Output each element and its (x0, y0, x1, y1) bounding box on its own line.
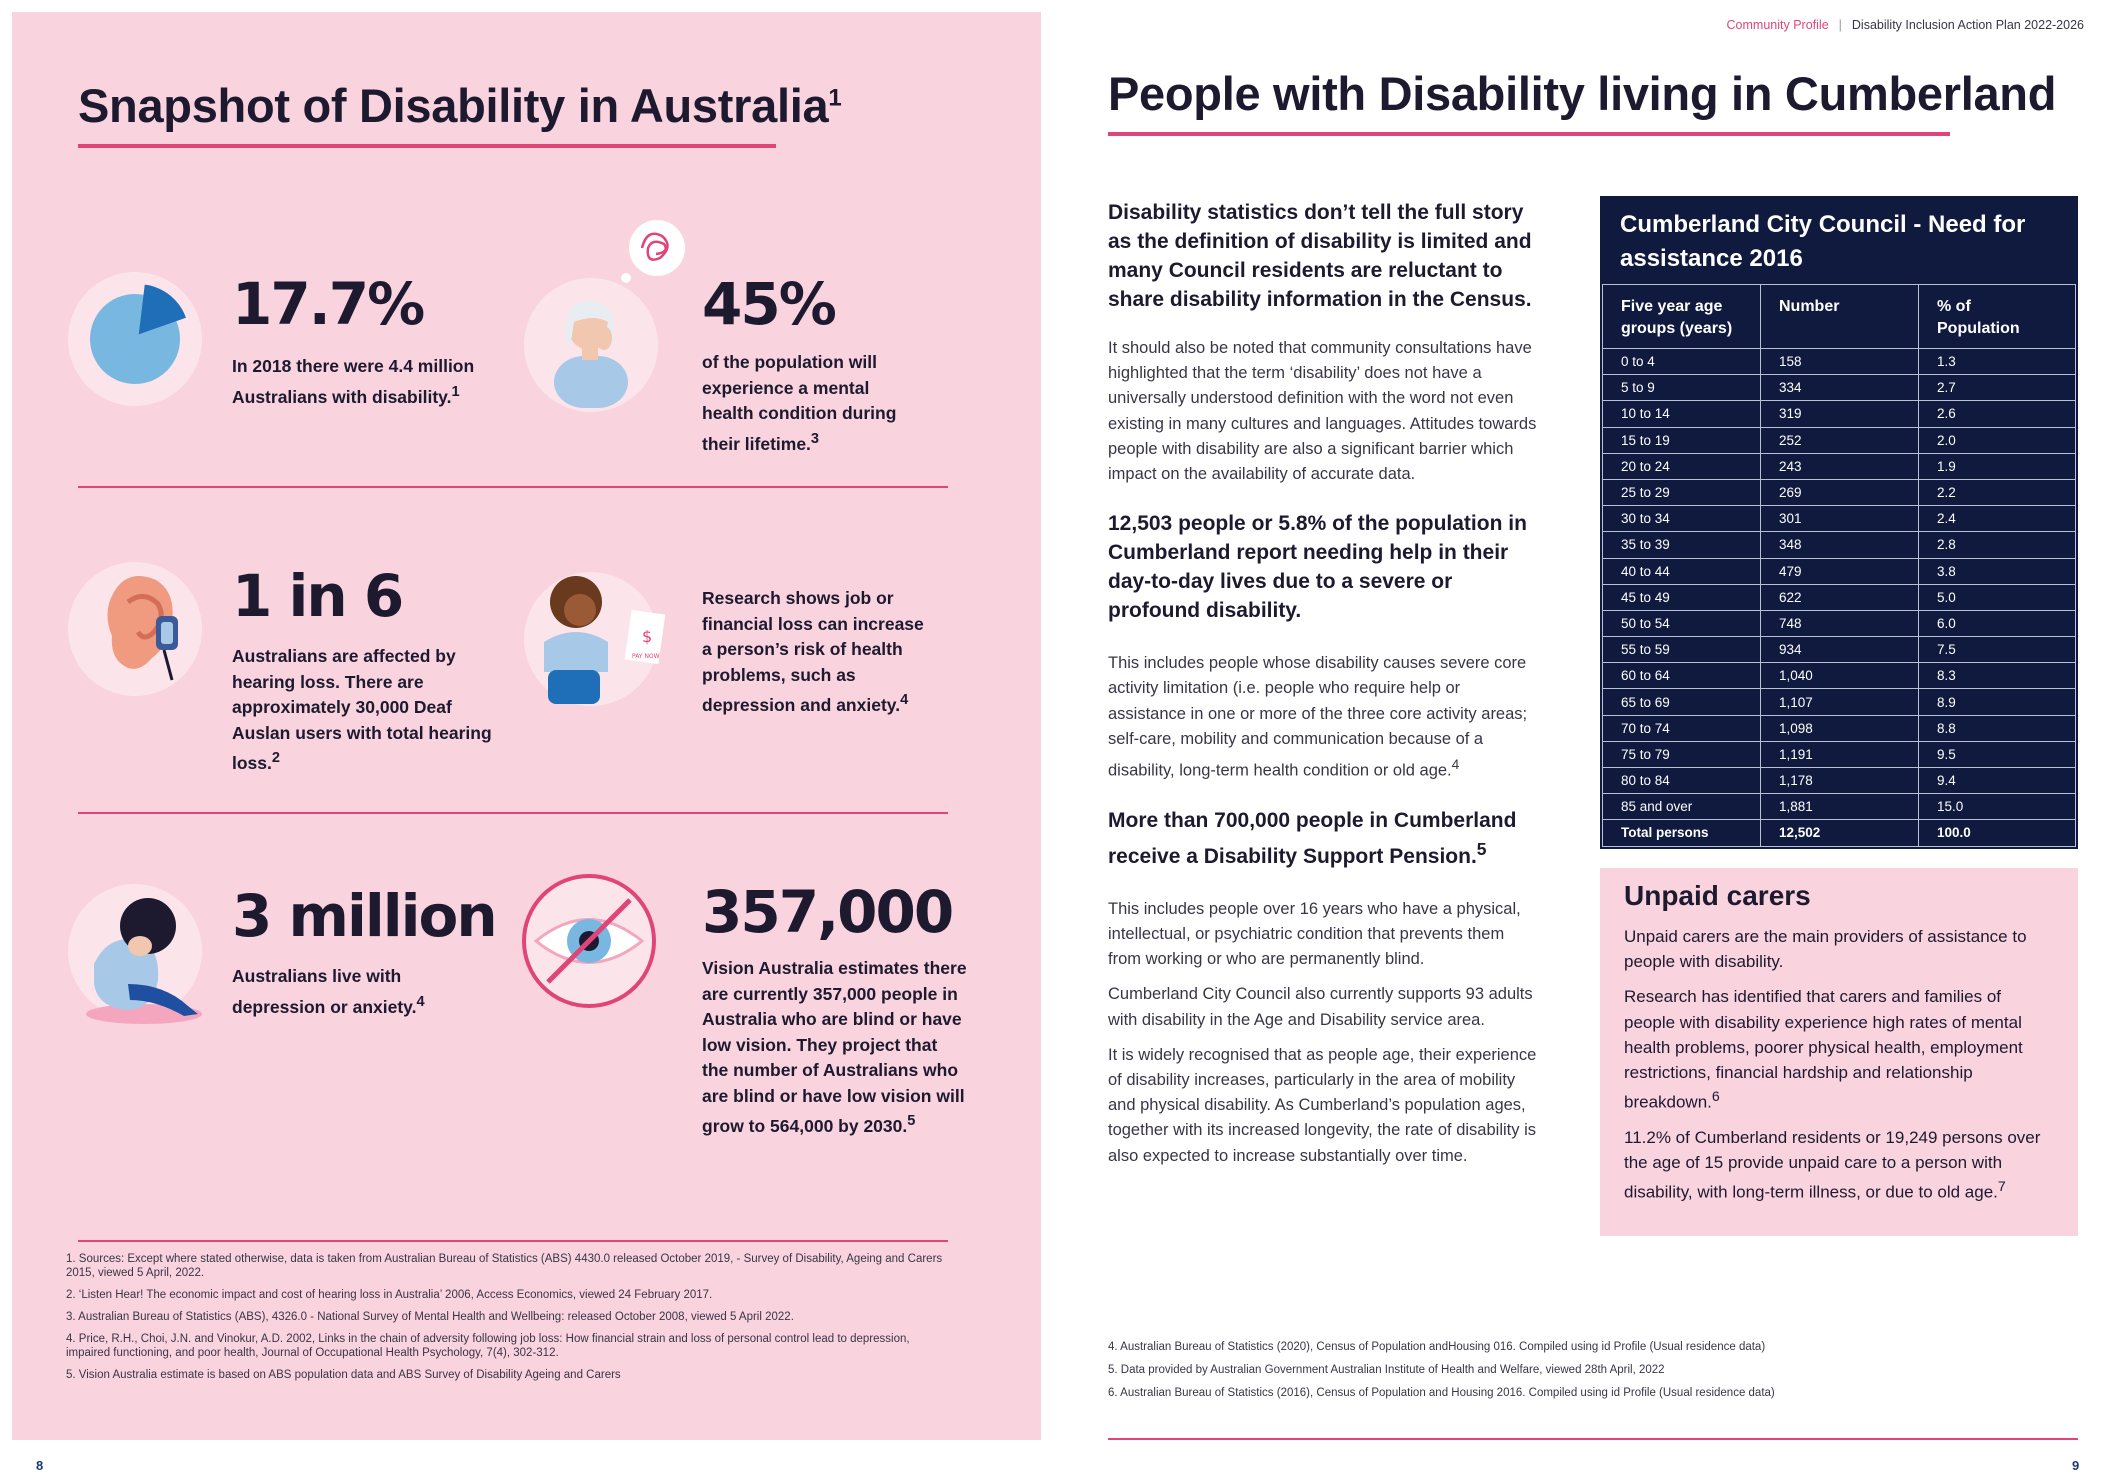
bottom-rule (1108, 1438, 2078, 1440)
left-footnotes (66, 1252, 946, 1390)
table-cell: 5.0 (1919, 584, 2076, 610)
section-divider (78, 812, 948, 814)
table-header: Five year age groups (years) (1603, 285, 1761, 349)
table-cell: 348 (1761, 532, 1919, 558)
table-row (1603, 794, 2076, 820)
table-row (1603, 427, 2076, 453)
table-row (1603, 558, 2076, 584)
svg-text:$: $ (642, 627, 653, 646)
footnote-divider (78, 1240, 948, 1242)
table-row (1603, 453, 2076, 479)
table-cell: 9.5 (1919, 741, 2076, 767)
thought-bubble-icon (612, 218, 692, 293)
stat-text-disability: In 2018 there were 4.4 million Australians with disability.$^1$ (232, 356, 475, 407)
title-underline (1108, 132, 1950, 136)
table-cell: 301 (1761, 506, 1919, 532)
table-cell: 1,881 (1761, 794, 1919, 820)
left-page (12, 12, 1041, 1440)
stat-text-vision: Vision Australia estimates there are currently 357,000 people in Australia who are blind or have low vision. They project that the number of Australians who are blind or have low vision will grow to 564,000 by 2030.$^5$ (702, 958, 967, 1136)
right-page-title: People with Disability living in Cumberland (1108, 67, 2057, 120)
table-cell: 80 to 84 (1603, 768, 1761, 794)
header-community-profile: Community Profile (1726, 18, 1829, 32)
table-row (1603, 663, 2076, 689)
table-row (1603, 584, 2076, 610)
table-cell: 3.8 (1919, 558, 2076, 584)
lead-paragraph: Disability statistics don’t tell the full story as the definition of disability is limited and many Council residents are reluctant to share disability information in the Census. (1108, 201, 1532, 311)
table-cell: 10 to 14 (1603, 401, 1761, 427)
table-row (1603, 741, 2076, 767)
carers-paragraph: 11.2% of Cumberland residents or 19,249 persons over the age of 15 provide unpaid care to a person with disability, with long-term illness, or due to old age.$^7$ (1624, 1128, 2041, 1203)
table-cell: 45 to 49 (1603, 584, 1761, 610)
table-cell: 1,178 (1761, 768, 1919, 794)
sad-person-icon (68, 884, 202, 1018)
table-cell: 8.8 (1919, 715, 2076, 741)
table-cell: 2.6 (1919, 401, 2076, 427)
body-paragraph: Cumberland City Council also currently supports 93 adults with disability in the Age and Disability service area. (1108, 985, 1533, 1029)
footnote: 2. ‘Listen Hear! The economic impact and cost of hearing loss in Australia’ 2006, Access Economics, viewed 24 February 2017. (66, 1289, 713, 1301)
body-paragraph: This includes people over 16 years who have a physical, intellectual, or psychiatric condition that prevents them from working or who are permanently blind. (1108, 899, 1521, 969)
lead-paragraph: More than 700,000 people in Cumberland receive a Disability Support Pension.$^5$ (1108, 808, 1517, 868)
stat-text-depression: Australians live with depression or anxiety.$^4$ (232, 966, 425, 1017)
table-cell: 2.0 (1919, 427, 2076, 453)
table-cell: 85 and over (1603, 794, 1761, 820)
stressed-woman-icon (524, 278, 658, 412)
stat-number-disability: 17.7% (232, 270, 424, 338)
table-cell: 65 to 69 (1603, 689, 1761, 715)
table-cell: 75 to 79 (1603, 741, 1761, 767)
left-page-title: Snapshot of Disability in Australia$^1$ (78, 79, 842, 132)
table-row (1603, 401, 2076, 427)
section-divider (78, 486, 948, 488)
pie-chart-icon (68, 272, 202, 406)
page-number-left: 8 (36, 1458, 44, 1473)
table-cell: 25 to 29 (1603, 479, 1761, 505)
table-cell: 7.5 (1919, 637, 2076, 663)
table-row (1603, 610, 2076, 636)
table-total-cell: 12,502 (1761, 820, 1919, 846)
table-cell: 2.7 (1919, 375, 2076, 401)
table-cell: 55 to 59 (1603, 637, 1761, 663)
crossed-eye-icon (522, 874, 656, 1008)
table-cell: 15 to 19 (1603, 427, 1761, 453)
stat-text-hearing: Australians are affected by hearing loss. There are approximately 30,000 Deaf Auslan users with total hearing loss.$^2$ (232, 646, 492, 773)
header-plan-title: Disability Inclusion Action Plan 2022-2026 (1851, 18, 2084, 32)
table-cell: 319 (1761, 401, 1919, 427)
table-cell: 748 (1761, 610, 1919, 636)
table-cell: 1,040 (1761, 663, 1919, 689)
table-row (1603, 532, 2076, 558)
table-cell: 40 to 44 (1603, 558, 1761, 584)
table-cell: 6.0 (1919, 610, 2076, 636)
main-text-column (1108, 198, 1538, 1179)
carers-title: Unpaid carers (1624, 880, 1811, 911)
ear-hearing-aid-icon (68, 562, 202, 696)
table-header: Number (1761, 285, 1919, 349)
unpaid-carers-box (1600, 868, 2078, 1236)
header-separator: | (1838, 18, 1842, 32)
table-row (1603, 479, 2076, 505)
body-paragraph: This includes people whose disability causes severe core activity limitation (i.e. people who require help or assistance in one or more of the three core activity areas; self-care, mobility and communication because of a disability, long-term health condition or old age.$^4$ (1108, 654, 1528, 780)
table-total-row (1603, 820, 2076, 846)
table-cell: 1,098 (1761, 715, 1919, 741)
table-cell: 1.3 (1919, 349, 2076, 375)
assistance-table (1602, 284, 2076, 847)
table-cell: 334 (1761, 375, 1919, 401)
table-cell: 622 (1761, 584, 1919, 610)
table-row (1603, 375, 2076, 401)
table-cell: 8.3 (1919, 663, 2076, 689)
table-cell: 35 to 39 (1603, 532, 1761, 558)
table-row (1603, 349, 2076, 375)
table-cell: 934 (1761, 637, 1919, 663)
table-cell: 9.4 (1919, 768, 2076, 794)
stat-number-hearing: 1 in 6 (232, 562, 403, 630)
table-cell: 60 to 64 (1603, 663, 1761, 689)
table-cell: 158 (1761, 349, 1919, 375)
carers-paragraph: Unpaid carers are the main providers of assistance to people with disability. (1624, 927, 2027, 972)
right-footnotes (1108, 1340, 1968, 1409)
stat-number-depression: 3 million (232, 882, 496, 950)
table-cell: 2.2 (1919, 479, 2076, 505)
table-cell: 8.9 (1919, 689, 2076, 715)
table-header: % of Population (1919, 285, 2076, 349)
footnote: 4. Australian Bureau of Statistics (2020), Census of Population andHousing 016. Compiled using id Profile (Usual residence data) (1108, 1341, 1766, 1353)
stat-number-mental-health: 45% (702, 270, 835, 338)
table-cell: 2.4 (1919, 506, 2076, 532)
table-total-cell: Total persons (1603, 820, 1761, 846)
running-header (1727, 18, 2084, 32)
table-cell: 252 (1761, 427, 1919, 453)
table-row (1603, 506, 2076, 532)
table-cell: 1,191 (1761, 741, 1919, 767)
bill-label: PAY NOW (632, 653, 660, 660)
table-cell: 50 to 54 (1603, 610, 1761, 636)
table-header-row (1603, 285, 2076, 349)
table-cell: 20 to 24 (1603, 453, 1761, 479)
table-cell: 2.8 (1919, 532, 2076, 558)
table-cell: 243 (1761, 453, 1919, 479)
body-paragraph: It is widely recognised that as people age, their experience of disability increases, particularly in the area of mobility and physical disability. As Cumberland’s population ages, together with its increased longevity, the rate of disability is also expected to increase substantially over time. (1108, 1045, 1537, 1165)
footnote: 3. Australian Bureau of Statistics (ABS), 4326.0 - National Survey of Mental Health and Wellbeing: released October 2008, viewed 5 April 2022. (66, 1311, 794, 1323)
table-cell: 0 to 4 (1603, 349, 1761, 375)
worried-woman-bill-icon (524, 572, 658, 706)
table-row (1603, 689, 2076, 715)
footnote: 4. Price, R.H., Choi, J.N. and Vinokur, A.D. 2002, Links in the chain of adversity following job loss: How financial strain and loss of personal control lead to depression, impaired functioning, and poor health, Journal of Occupational Health Psychology, 7(4), 302-312. (66, 1333, 910, 1359)
table-cell: 1,107 (1761, 689, 1919, 715)
table-cell: 70 to 74 (1603, 715, 1761, 741)
stat-text-financial-loss: Research shows job or financial loss can increase a person’s risk of health problems, such as depression and anxiety.$^4$ (702, 588, 924, 715)
table-total-cell: 100.0 (1919, 820, 2076, 846)
stat-number-vision: 357,000 (702, 878, 953, 946)
table-cell: 5 to 9 (1603, 375, 1761, 401)
lead-paragraph: 12,503 people or 5.8% of the population in Cumberland report needing help in their day-to-day lives due to a severe or profound disability. (1108, 512, 1527, 623)
body-paragraph: It should also be noted that community consultations have highlighted that the term ‘disability’ does not have a universally understood definition with the word not even existing in many cultures and languages. Attitudes towards people with disability are also a significant barrier which impact on the availability of accurate data. (1108, 339, 1537, 484)
table-row (1603, 715, 2076, 741)
table-cell: 269 (1761, 479, 1919, 505)
table-cell: 30 to 34 (1603, 506, 1761, 532)
table-row (1603, 637, 2076, 663)
table-cell: 479 (1761, 558, 1919, 584)
title-underline (78, 144, 776, 148)
need-for-assistance-table (1600, 196, 2078, 849)
footnote: 6. Australian Bureau of Statistics (2016), Census of Population and Housing 2016. Compiled using id Profile (Usual residence data) (1108, 1387, 1775, 1399)
table-title: Cumberland City Council - Need for assistance 2016 (1620, 211, 2026, 272)
carers-paragraph: Research has identified that carers and families of people with disability experience high rates of mental health problems, poorer physical health, employment restrictions, financial hardship and relationship breakdown.$^6$ (1624, 987, 2023, 1112)
footnote: 5. Vision Australia estimate is based on ABS population data and ABS Survey of Disability Ageing and Carers (66, 1369, 621, 1381)
table-row (1603, 768, 2076, 794)
table-cell: 1.9 (1919, 453, 2076, 479)
footnote: 1. Sources: Except where stated otherwise, data is taken from Australian Bureau of Statistics (ABS) 4430.0 released October 2019, - Survey of Disability, Ageing and Carers 2015, viewed 5 April, 2022. (66, 1253, 943, 1279)
footnote: 5. Data provided by Australian Government Australian Institute of Health and Welfare, viewed 28th April, 2022 (1108, 1364, 1665, 1376)
stat-text-mental-health: of the population will experience a mental health condition during their lifetime.$^3$ (702, 352, 897, 454)
page-number-right: 9 (2072, 1458, 2080, 1473)
table-cell: 15.0 (1919, 794, 2076, 820)
